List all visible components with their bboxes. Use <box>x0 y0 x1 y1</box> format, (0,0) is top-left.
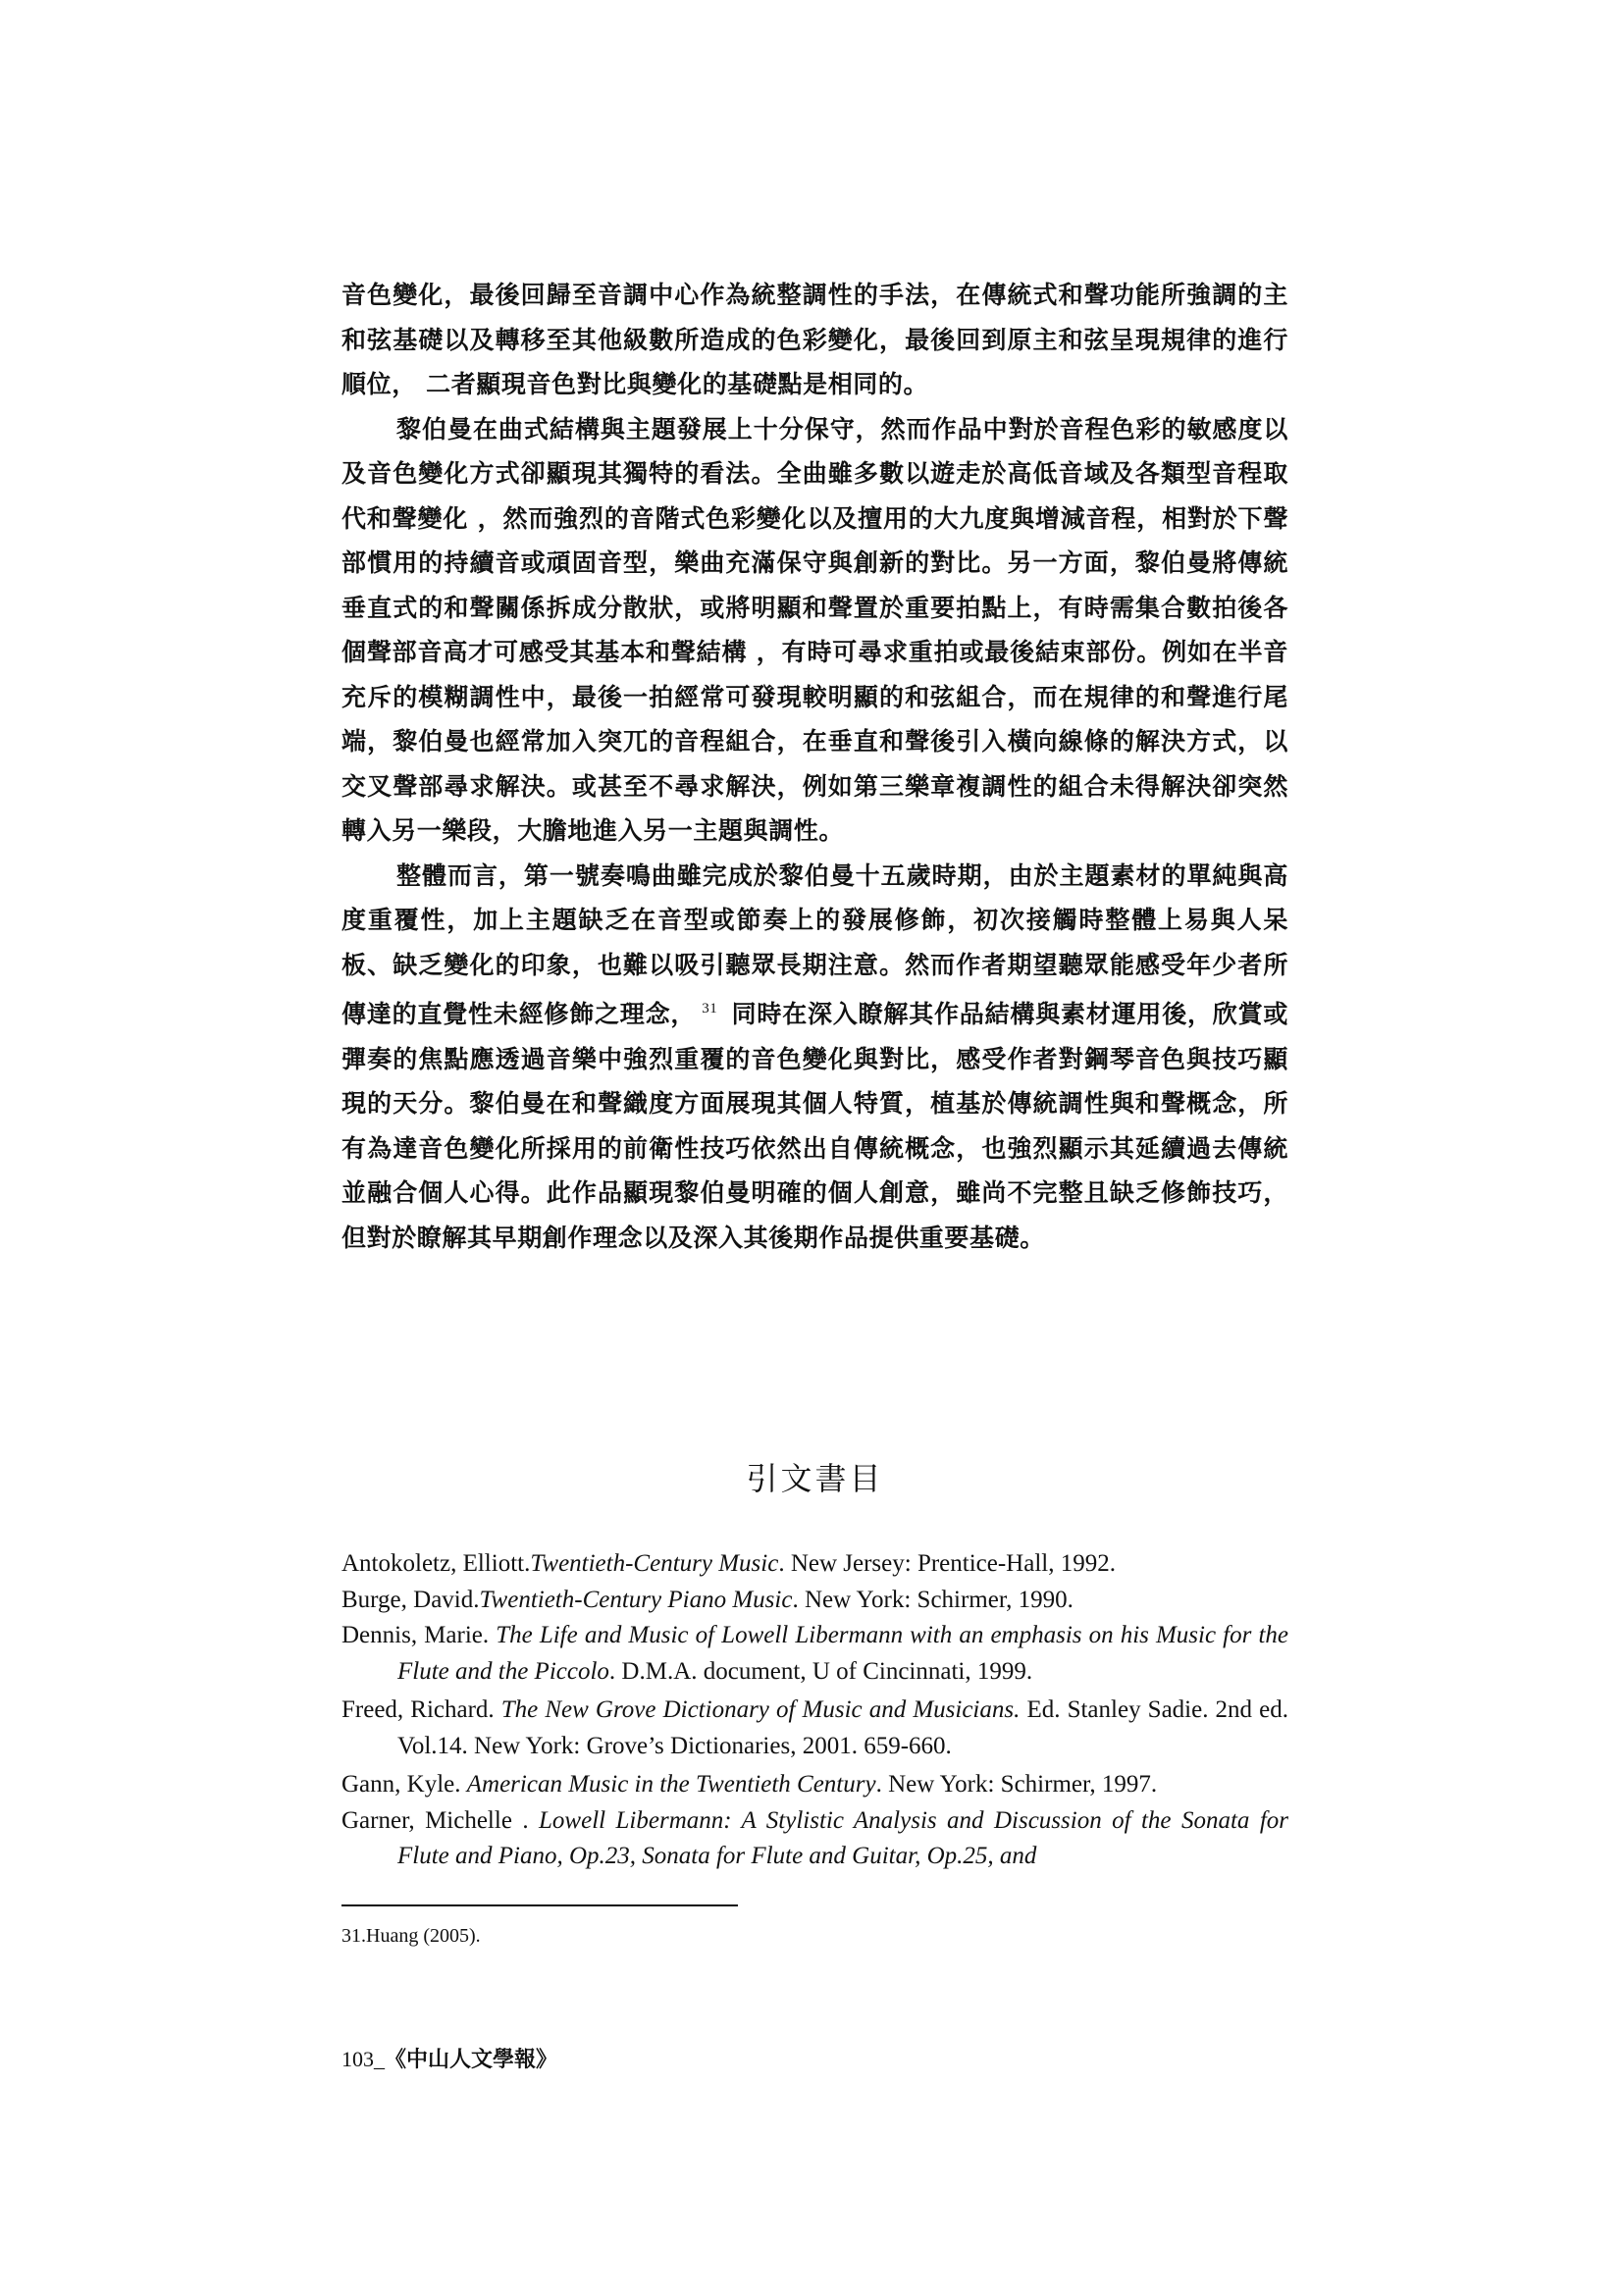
reference-entry <box>341 1693 1288 1764</box>
reference-details: Ed. Stanley Sadie. 2nd ed. Vol.14. New York: Grove’s Dictionaries, 2001. 659-660. <box>397 1696 1289 1759</box>
reference-details: . New York: Schirmer, 1997. <box>875 1771 1158 1798</box>
page-footer <box>341 2043 557 2073</box>
reference-title: Lowell Libermann: A Stylistic Analysis and Discussion of the Sonata for Flute and Piano, Op.23, Sonata for Flute and Guitar, Op.25, and <box>397 1806 1288 1869</box>
reference-title: American Music in the Twentieth Century <box>466 1771 876 1798</box>
reference-entry <box>341 1618 1288 1690</box>
footnote: 31.Huang (2005). <box>341 1925 481 1947</box>
footnote-divider <box>341 1904 738 1906</box>
reference-entry <box>341 1803 1288 1875</box>
reference-title: Twentieth-Century Music <box>530 1550 779 1577</box>
reference-list <box>341 1546 1288 1875</box>
footnote-marker[interactable]: 31 <box>702 1001 718 1017</box>
page-number: 103_ <box>341 2047 385 2071</box>
reference-details: . New Jersey: Prentice-Hall, 1992. <box>778 1550 1116 1577</box>
journal-name: 《中山人文學報》 <box>385 2048 558 2072</box>
paragraph-3-part-2: 同時在深入瞭解其作品結構與素材運用後，欣賞或彈奏的焦點應透過音樂中強烈重覆的音色變化與對比，感受作者對鋼琴音色與技巧顯現的天分。黎伯曼在和聲織度方面展現其個人特質，植基於傳統調性與和聲概念，所有為達音色變化所採用的前衛性技巧依然出自傳統概念，也強烈顯示其延續過去傳統並融合個人心得。此作品顯現黎伯曼明確的個人創意，雖尚不完整且缺乏修飾技巧，但對於瞭解其早期創作理念以及深入其後期作品提供重要基礎。 <box>341 1000 1289 1252</box>
reference-entry <box>341 1546 1288 1583</box>
reference-author: Antokoletz, Elliott. <box>341 1550 531 1577</box>
paragraph-3-part-1: 整體而言，第一號奏鳴曲雖完成於黎伯曼十五歲時期，由於主題素材的單純與高度重覆性，加上主題缺乏在音型或節奏上的發展修飾，初次接觸時整體上易與人呆板、缺乏變化的印象，也難以吸引聽眾長期注意。然而作者期望聽眾能感受年少者所傳達的直覺性未經修飾之理念， <box>341 860 1288 1028</box>
reference-author: Dennis, Marie. <box>341 1622 490 1648</box>
reference-author: Gann, Kyle. <box>341 1771 461 1798</box>
reference-entry <box>341 1583 1288 1619</box>
reference-details: . New York: Schirmer, 1990. <box>792 1586 1074 1613</box>
references-heading: 引文書目 <box>746 1460 884 1497</box>
body-text <box>341 273 1288 1260</box>
reference-title: Twentieth-Century Piano Music <box>479 1586 793 1613</box>
reference-title: The New Grove Dictionary of Music and Musicians. <box>500 1696 1021 1723</box>
reference-entry <box>341 1767 1288 1803</box>
reference-author: Garner, Michelle . <box>341 1806 529 1834</box>
reference-title: The Life and Music of Lowell Libermann with an emphasis on his Music for the Flute and the Piccolo <box>397 1622 1288 1685</box>
reference-author: Freed, Richard. <box>341 1696 495 1723</box>
paragraph-3 <box>341 854 1288 1261</box>
reference-details: . D.M.A. document, U of Cincinnati, 1999. <box>608 1657 1033 1685</box>
paragraph-1: 音色變化，最後回歸至音調中心作為統整調性的手法，在傳統式和聲功能所強調的主和弦基礎以及轉移至其他級數所造成的色彩變化，最後回到原主和弦呈現規律的進行順位， 二者顯現音色對比與變化的基礎點是相同的。 <box>341 281 1288 398</box>
reference-author: Burge, David. <box>341 1586 480 1613</box>
paragraph-2: 黎伯曼在曲式結構與主題發展上十分保守，然而作品中對於音程色彩的敏感度以及音色變化方式卻顯現其獨特的看法。全曲雖多數以遊走於高低音域及各類型音程取代和聲變化 ，然而強烈的音階式色彩變化以及擅用的大九度與增減音程，相對於下聲部慣用的持續音或頑固音型，樂曲充滿保守與創新的對比。另一方面，黎伯曼將傳統垂直式的和聲關係拆成分散狀，或將明顯和聲置於重要拍點上，有時需集合數拍後各個聲部音高才可感受其基本和聲結構 ，有時可尋求重拍或最後結束部份。例如在半音充斥的模糊調性中，最後一拍經常可發現較明顯的和弦組合，而在規律的和聲進行尾端，黎伯曼也經常加入突兀的音程組合，在垂直和聲後引入橫向線條的解決方式，以交叉聲部尋求解決。或甚至不尋求解決，例如第三樂章複調性的組合未得解決卻突然轉入另一樂段，大膽地進入另一主題與調性。 <box>341 414 1288 845</box>
